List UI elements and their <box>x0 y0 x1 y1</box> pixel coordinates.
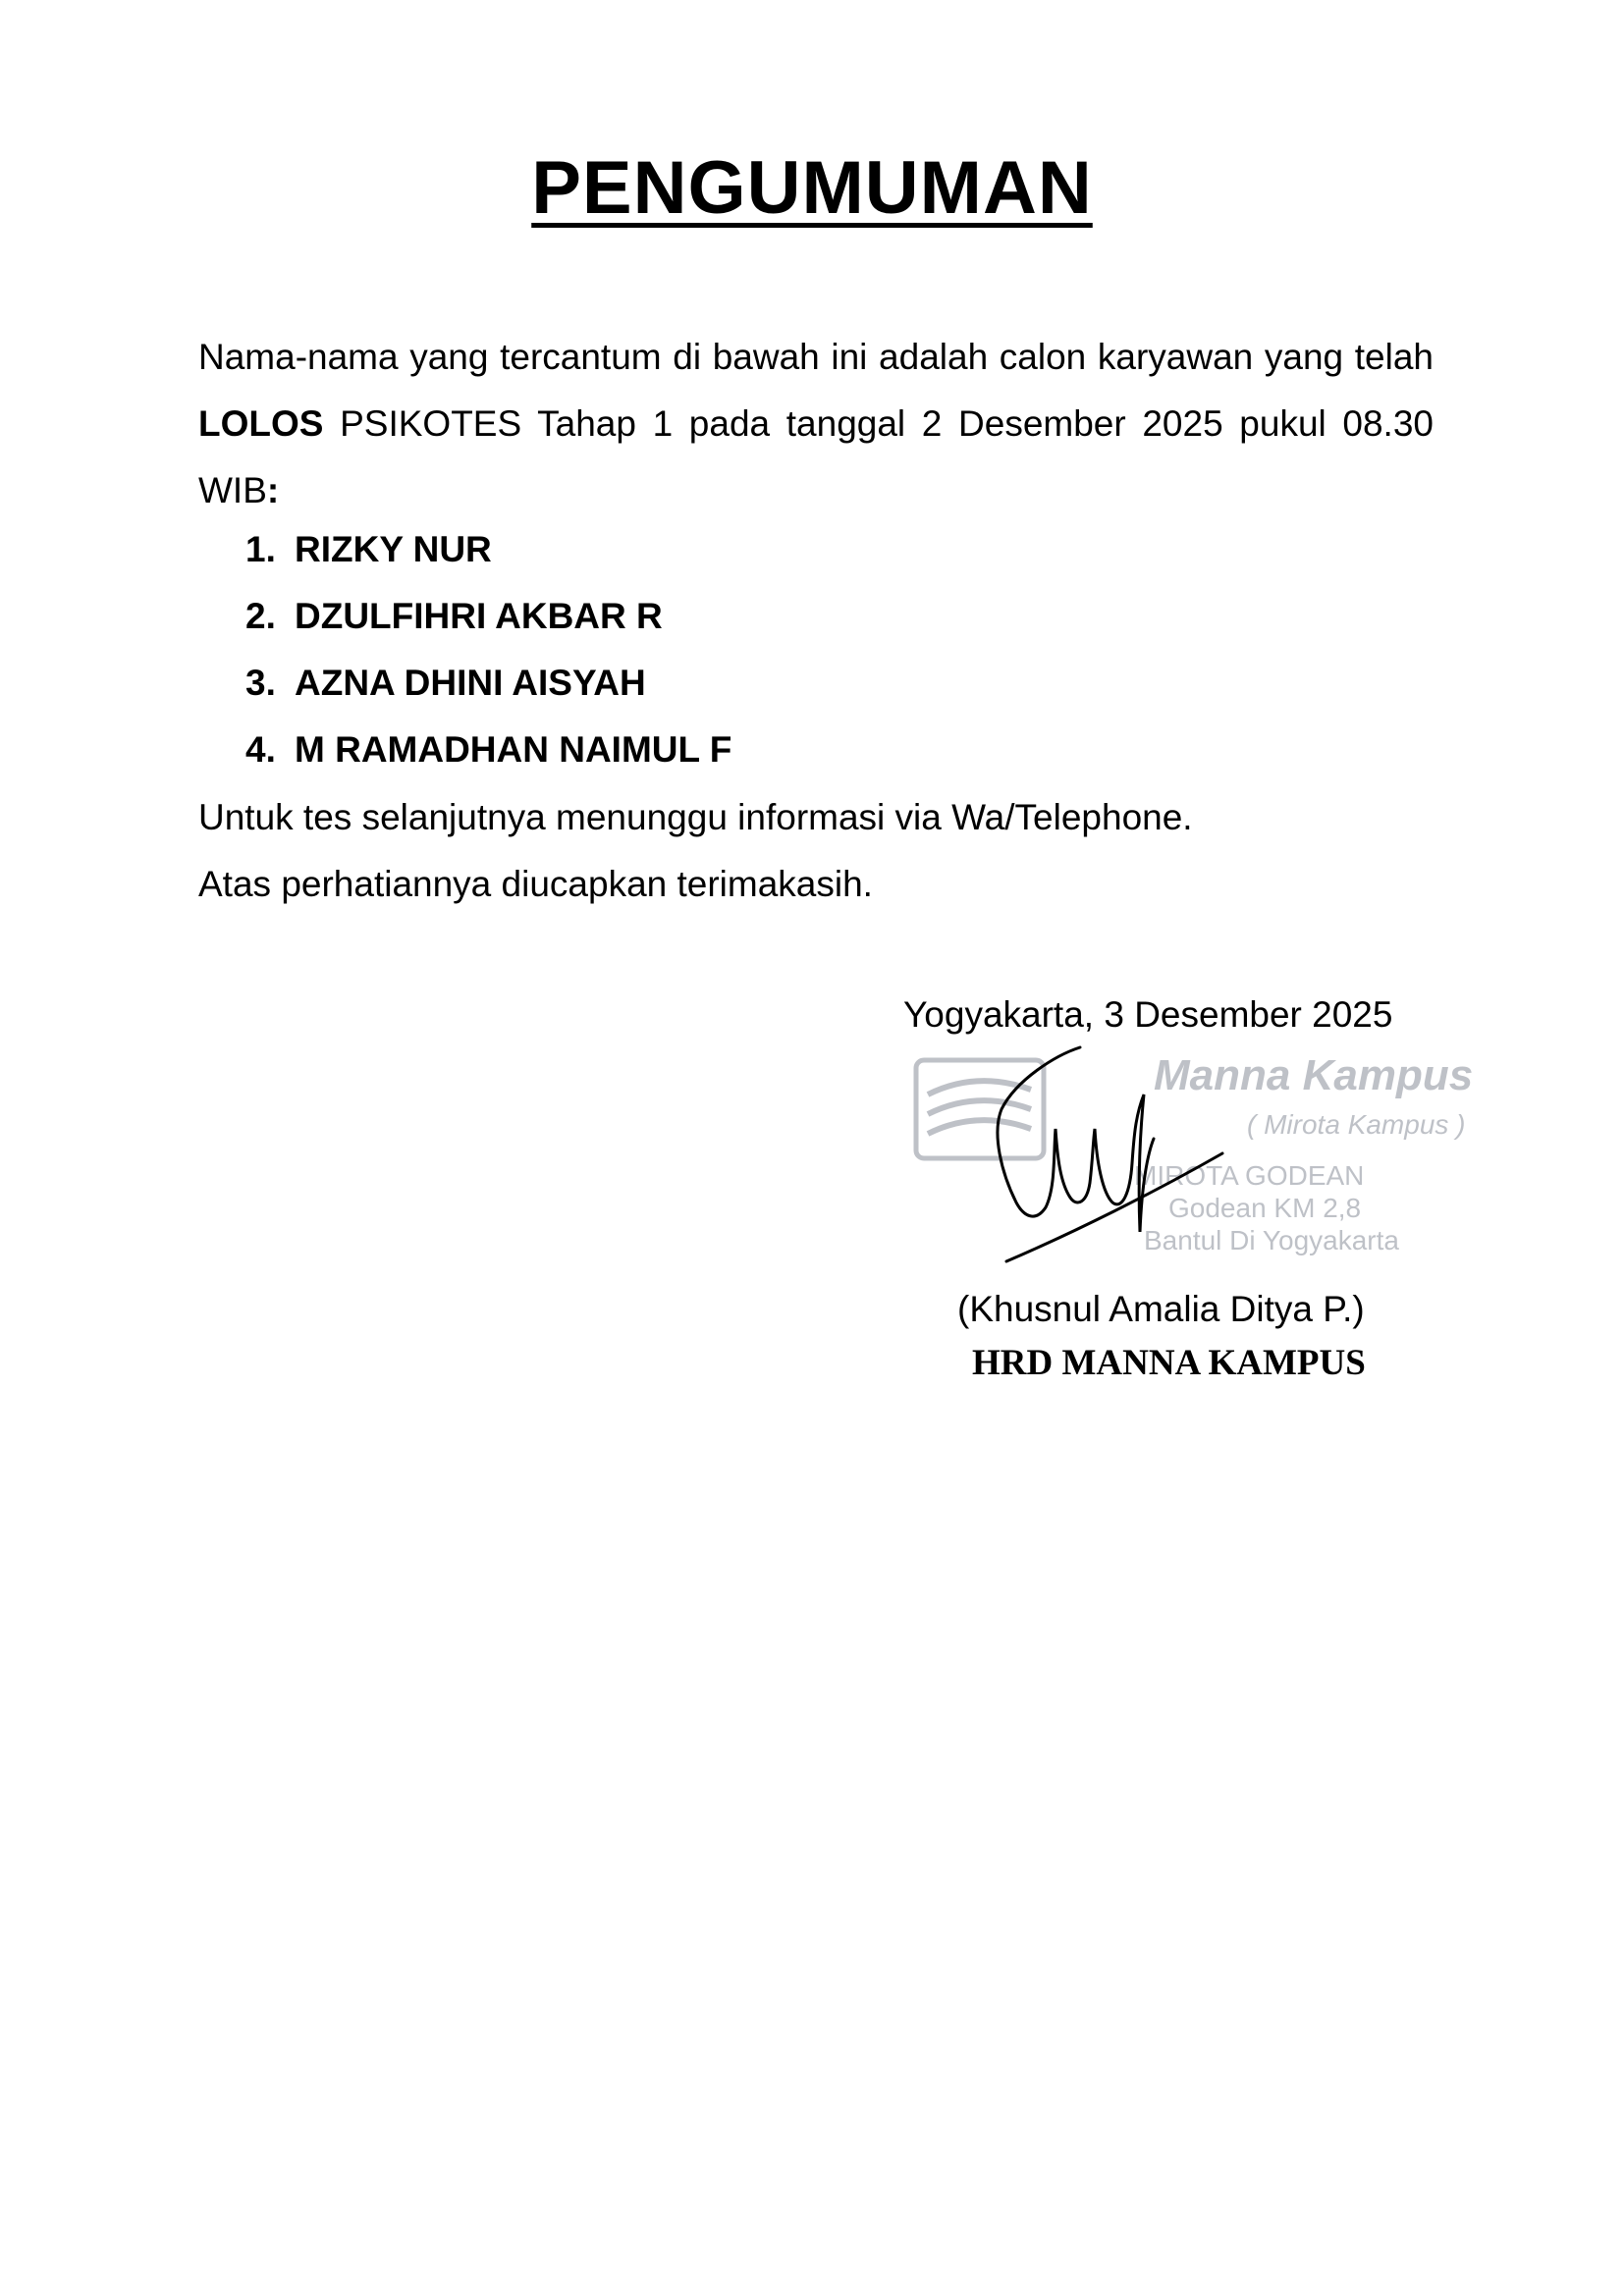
list-number: 4. <box>245 729 276 770</box>
intro-paragraph <box>198 324 1434 524</box>
intro-colon: : <box>266 470 280 510</box>
signer-org: HRD MANNA KAMPUS <box>972 1343 1366 1383</box>
intro-text: Nama-nama yang tercantum di bawah ini adalah calon karyawan yang telah <box>198 337 1434 377</box>
intro-text-rest: PSIKOTES Tahap 1 pada tanggal 2 Desember 2025 pukul 08.30 WIB <box>198 403 1434 510</box>
list-item <box>245 650 731 717</box>
followup-text: Untuk tes selanjutnya menunggu informasi via Wa/Telephone. <box>198 797 1193 837</box>
candidate-name: DZULFIHRI AKBAR R <box>295 596 663 636</box>
list-item <box>245 583 731 650</box>
intro-bold: LOLOS <box>198 403 324 444</box>
stamp-line3: Bantul Di Yogyakarta <box>1144 1225 1399 1255</box>
list-item <box>245 717 731 783</box>
stamp-line2: Godean KM 2,8 <box>1168 1193 1362 1223</box>
candidate-name: RIZKY NUR <box>295 529 492 569</box>
place-date: Yogyakarta, 3 Desember 2025 <box>903 994 1393 1035</box>
company-stamp <box>908 1036 1507 1281</box>
candidate-name: AZNA DHINI AISYAH <box>295 663 646 703</box>
candidate-list <box>245 516 731 783</box>
list-item <box>245 516 731 583</box>
list-number: 2. <box>245 596 276 636</box>
list-number: 1. <box>245 529 276 569</box>
stamp-sub: ( Mirota Kampus ) <box>1247 1109 1466 1140</box>
stamp-line1: MIROTA GODEAN <box>1134 1160 1365 1191</box>
stamp-brand: Manna Kampus <box>1154 1051 1474 1099</box>
signer-name: (Khusnul Amalia Ditya P.) <box>957 1289 1365 1329</box>
candidate-name: M RAMADHAN NAIMUL F <box>295 729 732 770</box>
closing-text: Atas perhatiannya diucapkan terimakasih. <box>198 864 873 904</box>
page-title: PENGUMUMAN <box>531 146 1093 230</box>
list-number: 3. <box>245 663 276 703</box>
